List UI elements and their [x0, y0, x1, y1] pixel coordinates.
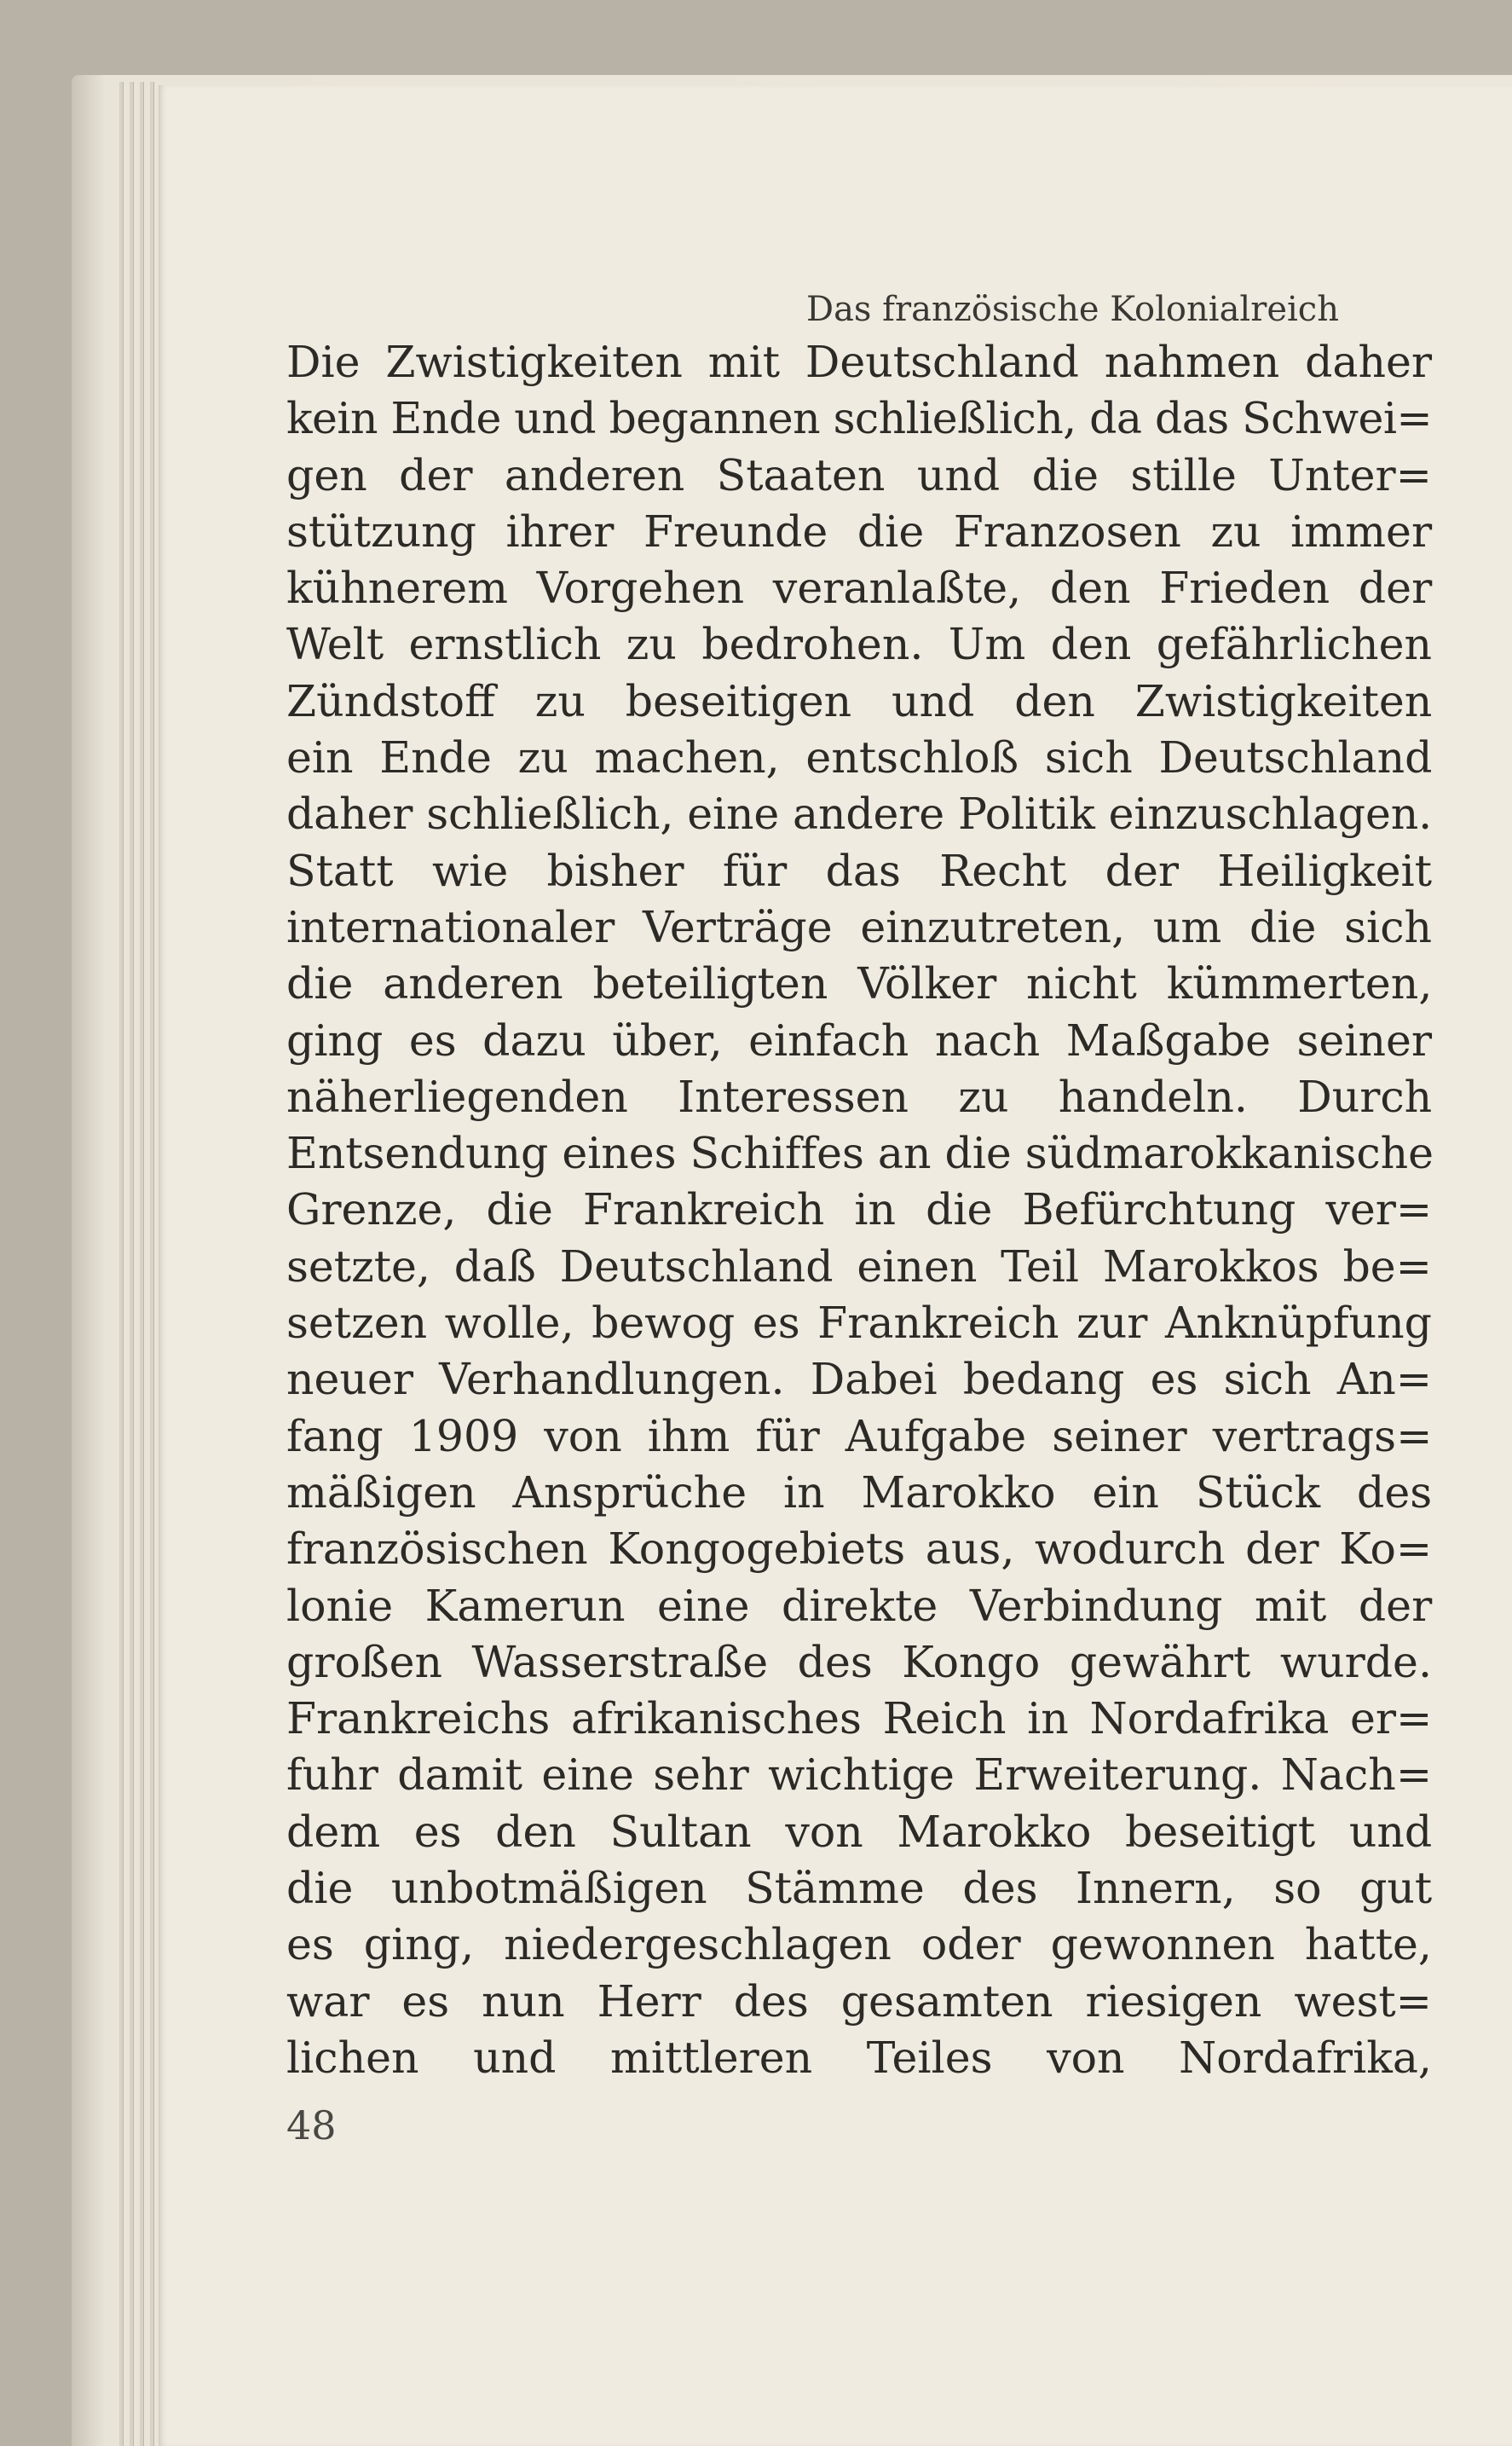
- page-stack-edge: [119, 82, 124, 2446]
- text-line: lonie Kamerun eine direkte Verbindung mit der: [286, 1580, 1433, 1631]
- text-line: ein Ende zu machen, entschloß sich Deutschland: [286, 732, 1433, 784]
- text-line: setzen wolle, bewog es Frankreich zur Anknüpfung: [286, 1298, 1432, 1349]
- text-line: es ging, niedergeschlagen oder gewonnen hatte,: [286, 1919, 1432, 1970]
- text-line: fang 1909 von ihm für Aufgabe seiner vertrags=: [286, 1410, 1433, 1461]
- text-line: französischen Kongogebiets aus, wodurch der Ko=: [286, 1524, 1433, 1575]
- text-line: die unbotmäßigen Stämme des Innern, so gut: [286, 1863, 1433, 1914]
- text-line: die anderen beteiligten Völker nicht kümmerten,: [286, 958, 1433, 1009]
- text-line: Statt wie bisher für das Recht der Heiligkeit: [286, 845, 1432, 896]
- text-line: war es nun Herr des gesamten riesigen west=: [286, 1975, 1432, 2027]
- text-line: mäßigen Ansprüche in Marokko ein Stück des: [286, 1466, 1433, 1518]
- text-line: Zündstoff zu beseitigen und den Zwistigkeiten: [286, 675, 1433, 726]
- text-line: lichen und mittleren Teiles von Nordafrika,: [286, 2032, 1432, 2083]
- body-text: [286, 334, 1432, 2086]
- text-line: Frankreichs afrikanisches Reich in Nordafrika er=: [286, 1693, 1433, 1744]
- text-line: Grenze, die Frankreich in die Befürchtung ver=: [286, 1184, 1433, 1235]
- page-stack-edge: [140, 82, 144, 2446]
- text-line: setzte, daß Deutschland einen Teil Marokkos be=: [286, 1240, 1432, 1292]
- page-stack-edge: [150, 82, 154, 2446]
- text-line: dem es den Sultan von Marokko beseitigt und: [286, 1806, 1433, 1857]
- text-line: daher schließlich, eine andere Politik einzuschlagen.: [286, 789, 1432, 840]
- page-stack-edge: [130, 82, 134, 2446]
- running-header: Das französische Kolonialreich: [806, 290, 1339, 329]
- text-line: kühnerem Vorgehen veranlaßte, den Frieden der: [286, 563, 1433, 614]
- text-line: kein Ende und begannen schließlich, da das Schwei=: [286, 393, 1433, 444]
- text-line: neuer Verhandlungen. Dabei bedang es sich An=: [286, 1354, 1433, 1405]
- page-number: 48: [286, 2102, 337, 2148]
- text-line: ging es dazu über, einfach nach Maßgabe seiner: [286, 1015, 1432, 1066]
- text-line: internationaler Verträge einzutreten, um die sich: [286, 901, 1432, 952]
- text-line: großen Wasserstraße des Kongo gewährt wurde.: [286, 1636, 1432, 1687]
- text-line: Welt ernstlich zu bedrohen. Um den gefährlichen: [286, 619, 1432, 670]
- text-line: gen der anderen Staaten und die stille Unter=: [286, 449, 1432, 500]
- text-line: fuhr damit eine sehr wichtige Erweiterung. Nach=: [286, 1749, 1433, 1801]
- text-line: Entsendung eines Schiffes an die südmarokkanische: [286, 1128, 1434, 1179]
- text-line: näherliegenden Interessen zu handeln. Durch: [286, 1071, 1433, 1122]
- text-line: stützung ihrer Freunde die Franzosen zu immer: [286, 506, 1433, 557]
- text-line: Die Zwistigkeiten mit Deutschland nahmen daher: [286, 337, 1433, 387]
